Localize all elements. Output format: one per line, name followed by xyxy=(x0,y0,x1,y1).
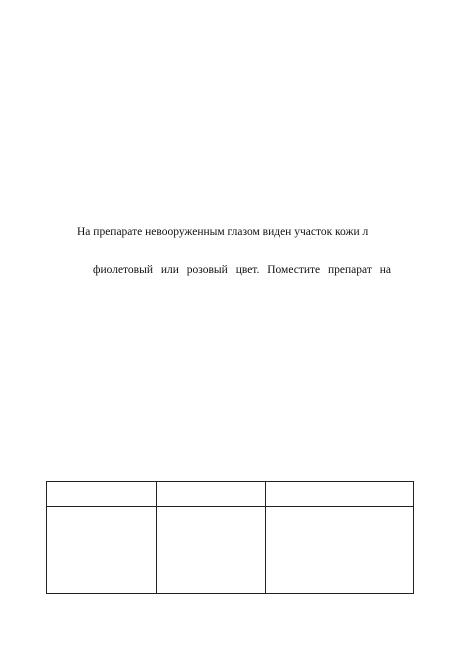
paragraph-line-1: На препарате невооруженным глазом виден участок кожи л xyxy=(77,226,369,238)
table-cell xyxy=(157,482,266,507)
table-cell xyxy=(47,507,157,594)
table-cell xyxy=(266,507,414,594)
table-cell xyxy=(157,507,266,594)
paragraph-line-2: фиолетовый или розовый цвет. Поместите препарат на xyxy=(93,264,391,276)
table-row xyxy=(47,482,414,507)
table-cell xyxy=(266,482,414,507)
table-row xyxy=(47,507,414,594)
empty-table xyxy=(46,481,414,594)
table-cell xyxy=(47,482,157,507)
